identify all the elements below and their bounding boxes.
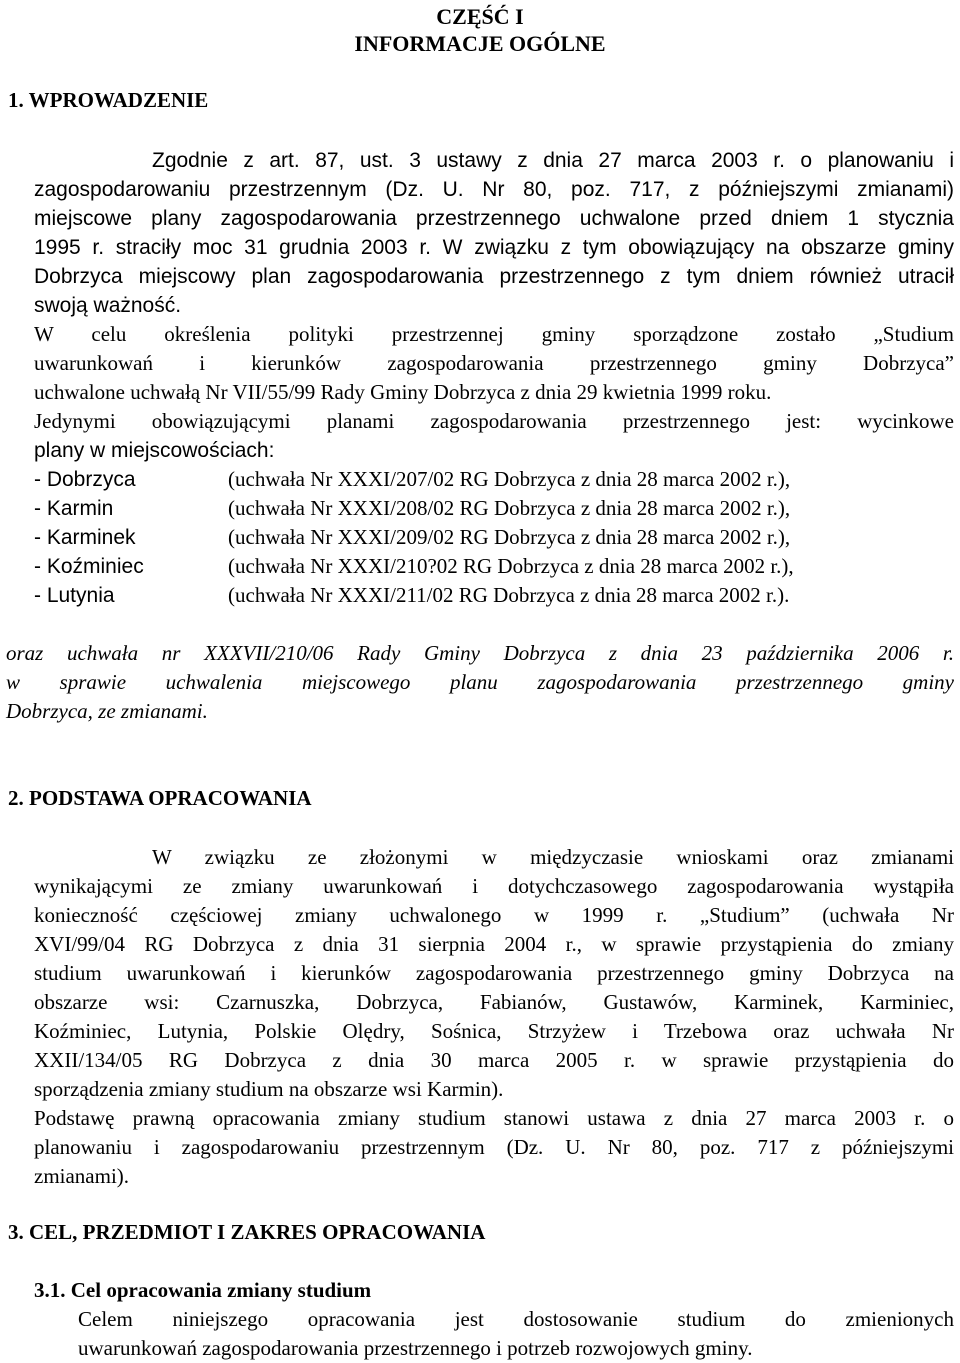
s2-p1-line: XXII/134/05 RG Dobrzyca z dnia 30 marca 2005 r. w sprawie przystąpienia do: [34, 1048, 954, 1072]
s3-p1-line: uwarunkowań zagospodarowania przestrzennego i potrzeb rozwojowych gminy.: [78, 1336, 753, 1360]
s1-p3-line: Jedynymi obowiązującymi planami zagospodarowania przestrzennego jest: wycinkowe: [34, 409, 954, 433]
s2-p1-line: studium uwarunkowań i kierunków zagospodarowania przestrzennego gminy Dobrzyca na: [34, 961, 954, 985]
s2-p1-line: Koźminiec, Lutynia, Polskie Olędry, Sośnica, Strzyżew i Trzebowa oraz uchwała Nr: [34, 1019, 954, 1043]
s1-p1-line: Dobrzyca miejscowy plan zagospodarowania przestrzennego z tym dniem również utracił: [34, 265, 954, 288]
s1-p3-line: plany w miejscowościach:: [34, 439, 275, 462]
s1-p1-line: zagospodarowaniu przestrzennym (Dz. U. Nr 80, poz. 717, z późniejszymi zmianami): [34, 178, 954, 201]
plan-name: - Lutynia: [34, 584, 115, 607]
section-3-heading: 3. CEL, PRZEDMIOT I ZAKRES OPRACOWANIA: [8, 1220, 486, 1244]
plan-resolution: (uchwała Nr XXXI/209/02 RG Dobrzyca z dnia 28 marca 2002 r.),: [228, 525, 791, 549]
plan-name: - Karminek: [34, 526, 136, 549]
part-title: CZĘŚĆ I: [436, 4, 524, 29]
s1-p2-line: uwarunkowań i kierunków zagospodarowania przestrzennego gminy Dobrzyca”: [34, 351, 954, 375]
plan-resolution: (uchwała Nr XXXI/211/02 RG Dobrzyca z dnia 28 marca 2002 r.).: [228, 583, 790, 607]
plan-name: - Koźminiec: [34, 555, 144, 578]
italic-note-line: Dobrzyca, ze zmianami.: [6, 699, 208, 723]
s2-p1-line: obszarze wsi: Czarnuszka, Dobrzyca, Fabianów, Gustawów, Karminek, Karminiec,: [34, 990, 954, 1014]
s1-p2-line: W celu określenia polityki przestrzennej gminy sporządzone zostało „Studium: [34, 322, 954, 346]
s3-p1-line: Celem niniejszego opracowania jest dostosowanie studium do zmienionych: [78, 1307, 954, 1331]
subsection-3-1-heading: 3.1. Cel opracowania zmiany studium: [34, 1278, 372, 1302]
s2-p1-line: sporządzenia zmiany studium na obszarze wsi Karmin).: [34, 1077, 504, 1101]
s1-p1-line: miejscowe plany zagospodarowania przestrzennego uchwalone przed dniem 1 stycznia: [34, 207, 954, 230]
s1-p2-line: uchwalone uchwałą Nr VII/55/99 Rady Gminy Dobrzyca z dnia 29 kwietnia 1999 roku.: [34, 380, 772, 404]
s1-p1-line: Zgodnie z art. 87, ust. 3 ustawy z dnia 27 marca 2003 r. o planowaniu i: [152, 149, 954, 172]
s2-p1-line: wynikającymi ze zmiany uwarunkowań i dotychczasowego zagospodarowania wystąpiła: [34, 874, 954, 898]
italic-note-line: w sprawie uchwalenia miejscowego planu zagospodarowania przestrzennego gminy: [6, 670, 954, 694]
s2-p2-line: zmianami).: [34, 1164, 130, 1188]
plan-name: - Dobrzyca: [34, 468, 136, 491]
s1-p1-line: swoją ważność.: [34, 294, 182, 317]
section-2-heading: 2. PODSTAWA OPRACOWANIA: [8, 786, 312, 810]
plan-name: - Karmin: [34, 497, 114, 520]
s2-p1-line: konieczność częściowej zmiany uchwalonego w 1999 r. „Studium” (uchwała Nr: [34, 903, 954, 927]
plan-resolution: (uchwała Nr XXXI/208/02 RG Dobrzyca z dnia 28 marca 2002 r.),: [228, 496, 791, 520]
italic-note-line: oraz uchwała nr XXXVII/210/06 Rady Gminy Dobrzyca z dnia 23 października 2006 r.: [6, 641, 954, 665]
part-subtitle: INFORMACJE OGÓLNE: [354, 31, 606, 56]
s1-p1-line: 1995 r. straciły moc 31 grudnia 2003 r. W związku z tym obowiązujący na obszarze gminy: [34, 236, 954, 259]
section-1-heading: 1. WPROWADZENIE: [8, 88, 209, 112]
s2-p2-line: Podstawę prawną opracowania zmiany studium stanowi ustawa z dnia 27 marca 2003 r. o: [34, 1106, 954, 1130]
plan-resolution: (uchwała Nr XXXI/210?02 RG Dobrzyca z dnia 28 marca 2002 r.),: [228, 554, 794, 578]
plan-resolution: (uchwała Nr XXXI/207/02 RG Dobrzyca z dnia 28 marca 2002 r.),: [228, 467, 791, 491]
s2-p1-line: XVI/99/04 RG Dobrzyca z dnia 31 sierpnia 2004 r., w sprawie przystąpienia do zmiany: [34, 932, 954, 956]
s2-p1-line: W związku ze złożonymi w międzyczasie wnioskami oraz zmianami: [152, 845, 954, 869]
s2-p2-line: planowaniu i zagospodarowaniu przestrzennym (Dz. U. Nr 80, poz. 717 z późniejszymi: [34, 1135, 954, 1159]
